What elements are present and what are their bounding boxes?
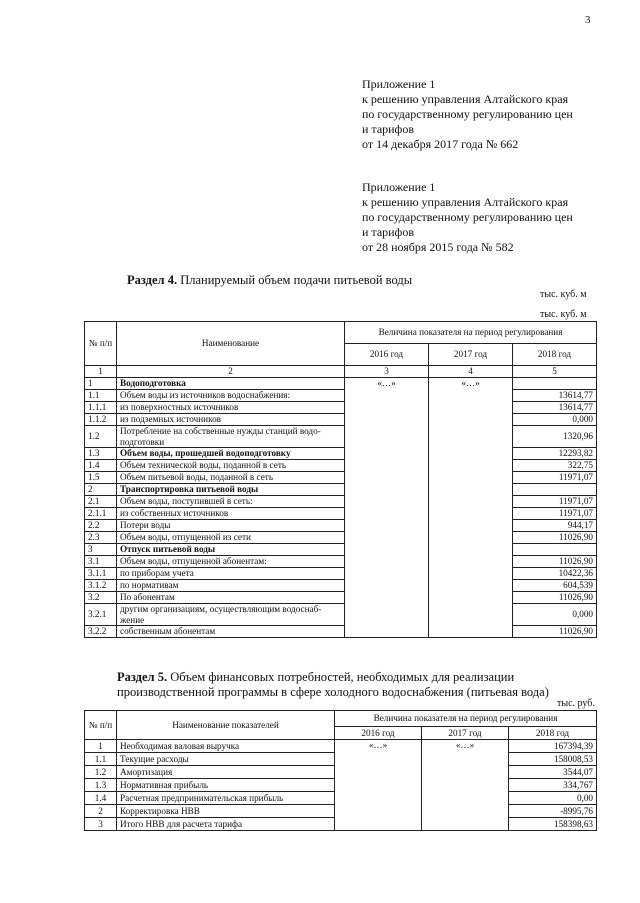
row-name: Расчетная предпринимательская прибыль — [117, 792, 335, 805]
table-row — [85, 626, 597, 638]
s5-header-period: Величина показателя на период регулирования — [335, 711, 597, 727]
ellipsis-2016: «…» — [345, 378, 429, 638]
table-row — [85, 426, 597, 448]
row-value-2018 — [513, 484, 597, 496]
s5-ellipsis-2016: «…» — [335, 740, 422, 831]
row-num: 1.1 — [85, 390, 117, 402]
col-number-2: 2 — [117, 366, 345, 378]
ellipsis-2017: «…» — [429, 378, 513, 638]
row-num: 1.2 — [85, 766, 117, 779]
row-num: 2 — [85, 484, 117, 496]
row-name: Транспортировка питьевой воды — [117, 484, 345, 496]
row-value-2018: 11026,90 — [513, 592, 597, 604]
row-value-2018: 322,75 — [513, 460, 597, 472]
row-value-2018: 1320,96 — [513, 426, 597, 448]
row-name: По абонентам — [117, 592, 345, 604]
section4-unit-inner: тыс. куб. м — [540, 309, 587, 320]
section4-table — [84, 321, 597, 638]
row-num: 3.2 — [85, 592, 117, 604]
row-num: 3.1 — [85, 556, 117, 568]
row-num: 1.4 — [85, 460, 117, 472]
row-value-2018: 10422,36 — [513, 568, 597, 580]
section4-unit-outer: тыс. куб. м — [540, 289, 587, 300]
section5-title: Объем финансовых потребностей, необходимых для реализации производственной программы в сфере холодного водоснабжения (питьевая вода) — [117, 670, 549, 699]
section5-prefix: Раздел 5. — [117, 670, 168, 684]
row-value-2018: 944,17 — [513, 520, 597, 532]
row-value-2018 — [513, 544, 597, 556]
table-row — [85, 484, 597, 496]
row-name: Отпуск питьевой воды — [117, 544, 345, 556]
table-row — [85, 402, 597, 414]
row-num: 1.3 — [85, 448, 117, 460]
row-value-2018: 11971,07 — [513, 508, 597, 520]
row-num: 3.2.1 — [85, 604, 117, 626]
row-value-2018: 13614,77 — [513, 390, 597, 402]
table-row — [85, 508, 597, 520]
row-name: Объем воды из источников водоснабжения: — [117, 390, 345, 402]
row-name: Нормативная прибыль — [117, 779, 335, 792]
row-num: 2.2 — [85, 520, 117, 532]
row-name: Итого НВВ для расчета тарифа — [117, 818, 335, 831]
row-num: 2 — [85, 805, 117, 818]
row-name: Амортизация — [117, 766, 335, 779]
row-value-2018: 0,000 — [513, 414, 597, 426]
table-row — [85, 496, 597, 508]
row-name: Водоподготовка — [117, 378, 345, 390]
row-name: другим организациям, осуществляющим водоснаб-жение — [117, 604, 345, 626]
row-num: 1.4 — [85, 792, 117, 805]
table-row — [85, 472, 597, 484]
table-row — [85, 520, 597, 532]
row-num: 3.2.2 — [85, 626, 117, 638]
row-name: Потребление на собственные нужды станций водо-подготовки — [117, 426, 345, 448]
row-value-2018: 11971,07 — [513, 472, 597, 484]
row-num: 1.2 — [85, 426, 117, 448]
col-number-3: 3 — [345, 366, 429, 378]
row-num: 1.1 — [85, 753, 117, 766]
annex-previous-line4: и тарифов — [362, 225, 415, 239]
row-value-2018: 13614,77 — [513, 402, 597, 414]
row-name: Объем воды, отпущенной абонентам: — [117, 556, 345, 568]
table-row — [85, 532, 597, 544]
annex-current-line5: от 14 декабря 2017 года № 662 — [362, 137, 519, 151]
annex-current-line2: к решению управления Алтайского края — [362, 92, 569, 106]
row-name: из подземных источников — [117, 414, 345, 426]
annex-previous-line5: от 28 ноября 2015 года № 582 — [362, 240, 514, 254]
s5-header-name: Наименование показателей — [117, 711, 335, 740]
s5-header-2018: 2018 год — [509, 727, 597, 740]
row-num: 1.1.2 — [85, 414, 117, 426]
row-name: собственным абонентам — [117, 626, 345, 638]
row-value-2018: 158008,53 — [509, 753, 597, 766]
annex-current — [362, 77, 632, 152]
header-period: Величина показателя на период регулирования — [345, 322, 597, 344]
col-number-1: 1 — [85, 366, 117, 378]
row-num: 2.1 — [85, 496, 117, 508]
row-num: 1.3 — [85, 779, 117, 792]
header-num: № п/п — [85, 322, 117, 366]
row-value-2018: 334,767 — [509, 779, 597, 792]
row-name: Текущие расходы — [117, 753, 335, 766]
row-value-2018: 11026,90 — [513, 532, 597, 544]
header-name: Наименование — [117, 322, 345, 366]
row-num: 3 — [85, 544, 117, 556]
row-value-2018: 0,00 — [509, 792, 597, 805]
s5-header-2016: 2016 год — [335, 727, 422, 740]
row-num: 1.5 — [85, 472, 117, 484]
table-row — [85, 568, 597, 580]
table-row — [85, 740, 597, 753]
row-num: 3 — [85, 818, 117, 831]
row-value-2018: 11971,07 — [513, 496, 597, 508]
row-value-2018: 167394,39 — [509, 740, 597, 753]
row-value-2018: 604,539 — [513, 580, 597, 592]
s5-ellipsis-2017: «…» — [422, 740, 509, 831]
row-name: Объем воды, отпущенной из сети — [117, 532, 345, 544]
header-2016: 2016 год — [345, 344, 429, 366]
row-name: Необходимая валовая выручка — [117, 740, 335, 753]
table-row — [85, 592, 597, 604]
row-name: из собственных источников — [117, 508, 345, 520]
col-number-5: 5 — [513, 366, 597, 378]
row-name: Корректировка НВВ — [117, 805, 335, 818]
table-row — [85, 378, 597, 390]
row-value-2018: 0,000 — [513, 604, 597, 626]
section5-heading — [117, 670, 597, 700]
table-row — [85, 448, 597, 460]
row-value-2018: 12293,82 — [513, 448, 597, 460]
row-name: Объем воды, поступившей в сеть: — [117, 496, 345, 508]
row-num: 2.3 — [85, 532, 117, 544]
section4-heading — [127, 273, 412, 288]
section4-prefix: Раздел 4. — [127, 273, 178, 287]
row-name: Объем питьевой воды, поданной в сеть — [117, 472, 345, 484]
annex-previous-line1: Приложение 1 — [362, 180, 436, 194]
header-2017: 2017 год — [429, 344, 513, 366]
section5-unit: тыс. руб. — [557, 698, 595, 709]
col-number-4: 4 — [429, 366, 513, 378]
row-name: Объем воды, прошедшей водоподготовку — [117, 448, 345, 460]
annex-current-line1: Приложение 1 — [362, 77, 436, 91]
row-name: Потери воды — [117, 520, 345, 532]
row-num: 1 — [85, 378, 117, 390]
section4-title: Планируемый объем подачи питьевой воды — [177, 273, 413, 287]
row-value-2018: 11026,90 — [513, 556, 597, 568]
row-name: из поверхностных источников — [117, 402, 345, 414]
table-row — [85, 544, 597, 556]
row-value-2018: -8995,76 — [509, 805, 597, 818]
row-num: 3.1.1 — [85, 568, 117, 580]
page-number: 3 — [585, 14, 591, 26]
section5-table — [84, 710, 597, 831]
row-num: 1.1.1 — [85, 402, 117, 414]
header-2018: 2018 год — [513, 344, 597, 366]
row-value-2018 — [513, 378, 597, 390]
row-value-2018: 3544,07 — [509, 766, 597, 779]
annex-previous — [362, 180, 632, 255]
table-row — [85, 580, 597, 592]
row-num: 1 — [85, 740, 117, 753]
row-value-2018: 11026,90 — [513, 626, 597, 638]
table-row — [85, 460, 597, 472]
table-row — [85, 414, 597, 426]
table-row — [85, 556, 597, 568]
annex-current-line4: и тарифов — [362, 122, 415, 136]
table-row — [85, 390, 597, 402]
row-name: по нормативам — [117, 580, 345, 592]
row-name: Объем технической воды, поданной в сеть — [117, 460, 345, 472]
row-value-2018: 158398,63 — [509, 818, 597, 831]
row-num: 2.1.1 — [85, 508, 117, 520]
table-row — [85, 604, 597, 626]
row-name: по приборам учета — [117, 568, 345, 580]
annex-current-line3: по государственному регулированию цен — [362, 107, 573, 121]
row-num: 3.1.2 — [85, 580, 117, 592]
annex-previous-line2: к решению управления Алтайского края — [362, 195, 569, 209]
s5-header-num: № п/п — [85, 711, 117, 740]
annex-previous-line3: по государственному регулированию цен — [362, 210, 573, 224]
s5-header-2017: 2017 год — [422, 727, 509, 740]
